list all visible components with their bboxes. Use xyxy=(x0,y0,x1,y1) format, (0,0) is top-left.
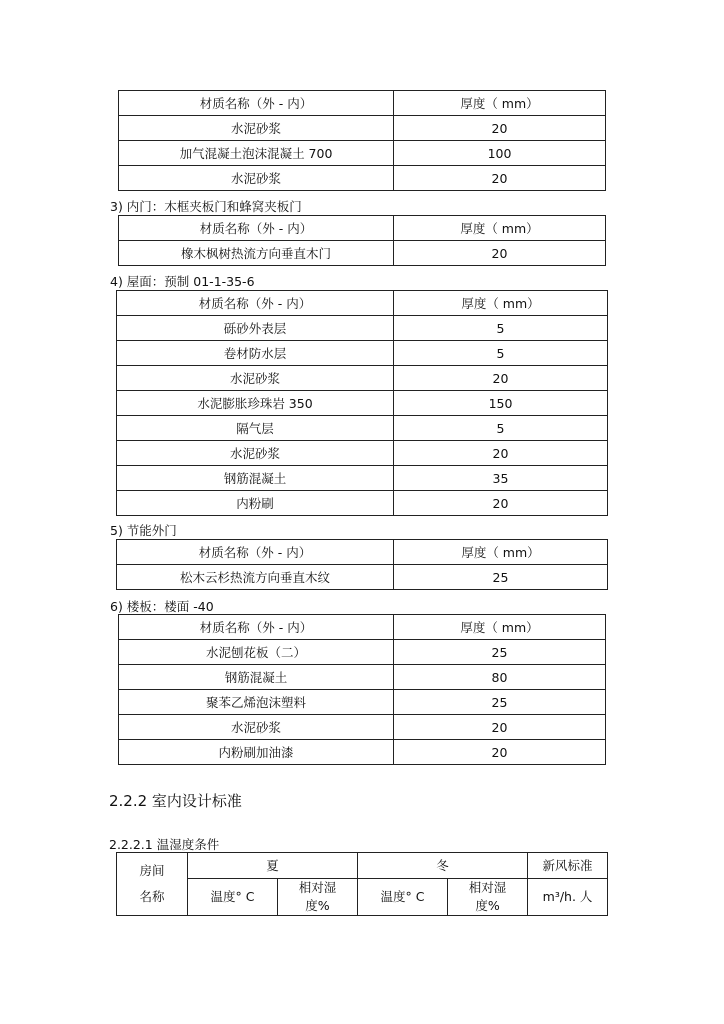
table-header-row xyxy=(117,540,608,565)
thickness-cell: 80 xyxy=(394,665,606,690)
winter-header: 冬 xyxy=(358,853,528,879)
table-header-row xyxy=(119,615,606,640)
thickness-cell: 20 xyxy=(394,715,606,740)
thickness-cell: 5 xyxy=(394,316,608,341)
floor-caption: 6) 楼板：楼面 -40 xyxy=(110,599,214,614)
thickness-cell: 25 xyxy=(394,640,606,665)
material-name-cell: 隔气层 xyxy=(117,416,394,441)
roof-material-table xyxy=(116,290,608,516)
thickness-cell: 20 xyxy=(394,441,608,466)
table-row xyxy=(117,341,608,366)
material-name-cell: 聚苯乙烯泡沫塑料 xyxy=(119,690,394,715)
table-row xyxy=(119,116,606,141)
material-name-cell: 水泥砂浆 xyxy=(117,441,394,466)
conditions-table xyxy=(116,852,608,916)
summer-header: 夏 xyxy=(188,853,358,879)
material-name-cell: 水泥砂浆 xyxy=(119,715,394,740)
winter-temp-header: 温度° C xyxy=(358,879,448,916)
table-row xyxy=(119,740,606,765)
table-row xyxy=(117,491,608,516)
outer-door-table-body xyxy=(117,540,608,590)
material-name-cell: 水泥砂浆 xyxy=(117,366,394,391)
thickness-cell: 厚度（ mm） xyxy=(394,91,606,116)
roof-table-body xyxy=(117,291,608,516)
material-name-cell: 内粉刷加油漆 xyxy=(119,740,394,765)
material-name-cell: 水泥砂浆 xyxy=(119,116,394,141)
material-name-cell: 砾砂外表层 xyxy=(117,316,394,341)
thickness-cell: 35 xyxy=(394,466,608,491)
table-row xyxy=(119,640,606,665)
material-name-cell: 内粉刷 xyxy=(117,491,394,516)
subsection-heading: 2.2.2.1 温湿度条件 xyxy=(109,837,220,852)
inner-door-caption: 3) 内门：木框夹板门和蜂窝夹板门 xyxy=(110,199,302,214)
table-row xyxy=(117,565,608,590)
thickness-cell: 100 xyxy=(394,141,606,166)
table-header-row xyxy=(119,91,606,116)
material-name-cell: 材质名称（外 - 内） xyxy=(119,615,394,640)
table-row xyxy=(119,690,606,715)
material-name-cell: 加气混凝土泡沫混凝土 700 xyxy=(119,141,394,166)
floor-table-body xyxy=(119,615,606,765)
thickness-cell: 5 xyxy=(394,416,608,441)
thickness-cell: 25 xyxy=(394,690,606,715)
fresh-air-header: 新风标准 xyxy=(528,853,608,879)
table-row xyxy=(119,141,606,166)
wall-material-table xyxy=(118,90,606,191)
fresh-air-unit: m³/h. 人 xyxy=(528,879,608,916)
outer-door-material-table xyxy=(116,539,608,590)
summer-humidity-header: 相对湿度% xyxy=(278,879,358,916)
material-name-cell: 水泥砂浆 xyxy=(119,166,394,191)
material-name-cell: 材质名称（外 - 内） xyxy=(117,291,394,316)
table-header-row xyxy=(119,216,606,241)
section-heading: 2.2.2 室内设计标准 xyxy=(109,792,242,810)
outer-door-caption: 5) 节能外门 xyxy=(110,523,177,538)
thickness-cell: 20 xyxy=(394,241,606,266)
thickness-cell: 150 xyxy=(394,391,608,416)
thickness-cell: 20 xyxy=(394,491,608,516)
inner-door-table-body xyxy=(119,216,606,266)
table-row xyxy=(117,441,608,466)
thickness-cell: 厚度（ mm） xyxy=(394,291,608,316)
table-row xyxy=(119,665,606,690)
thickness-cell: 20 xyxy=(394,366,608,391)
thickness-cell: 25 xyxy=(394,565,608,590)
winter-humidity-header: 相对湿度% xyxy=(448,879,528,916)
table-row xyxy=(119,715,606,740)
table-row xyxy=(119,166,606,191)
thickness-cell: 厚度（ mm） xyxy=(394,540,608,565)
inner-door-material-table xyxy=(118,215,606,266)
material-name-cell: 松木云杉热流方向垂直木纹 xyxy=(117,565,394,590)
table-row xyxy=(117,366,608,391)
roof-caption: 4) 屋面：预制 01-1-35-6 xyxy=(110,274,255,289)
wall-table-body xyxy=(119,91,606,191)
material-name-cell: 钢筋混凝土 xyxy=(117,466,394,491)
material-name-cell: 水泥刨花板（二） xyxy=(119,640,394,665)
table-row xyxy=(119,241,606,266)
table-header-row xyxy=(117,291,608,316)
table-row xyxy=(117,391,608,416)
table-row xyxy=(117,316,608,341)
thickness-cell: 5 xyxy=(394,341,608,366)
material-name-cell: 钢筋混凝土 xyxy=(119,665,394,690)
thickness-cell: 20 xyxy=(394,740,606,765)
table-row xyxy=(117,416,608,441)
thickness-cell: 20 xyxy=(394,116,606,141)
material-name-cell: 卷材防水层 xyxy=(117,341,394,366)
material-name-cell: 材质名称（外 - 内） xyxy=(117,540,394,565)
material-name-cell: 橡木枫树热流方向垂直木门 xyxy=(119,241,394,266)
thickness-cell: 20 xyxy=(394,166,606,191)
room-name-header: 房间名称 xyxy=(117,853,188,916)
table-row xyxy=(117,466,608,491)
thickness-cell: 厚度（ mm） xyxy=(394,216,606,241)
summer-temp-header: 温度° C xyxy=(188,879,278,916)
material-name-cell: 材质名称（外 - 内） xyxy=(119,216,394,241)
material-name-cell: 材质名称（外 - 内） xyxy=(119,91,394,116)
floor-material-table xyxy=(118,614,606,765)
material-name-cell: 水泥膨胀珍珠岩 350 xyxy=(117,391,394,416)
thickness-cell: 厚度（ mm） xyxy=(394,615,606,640)
